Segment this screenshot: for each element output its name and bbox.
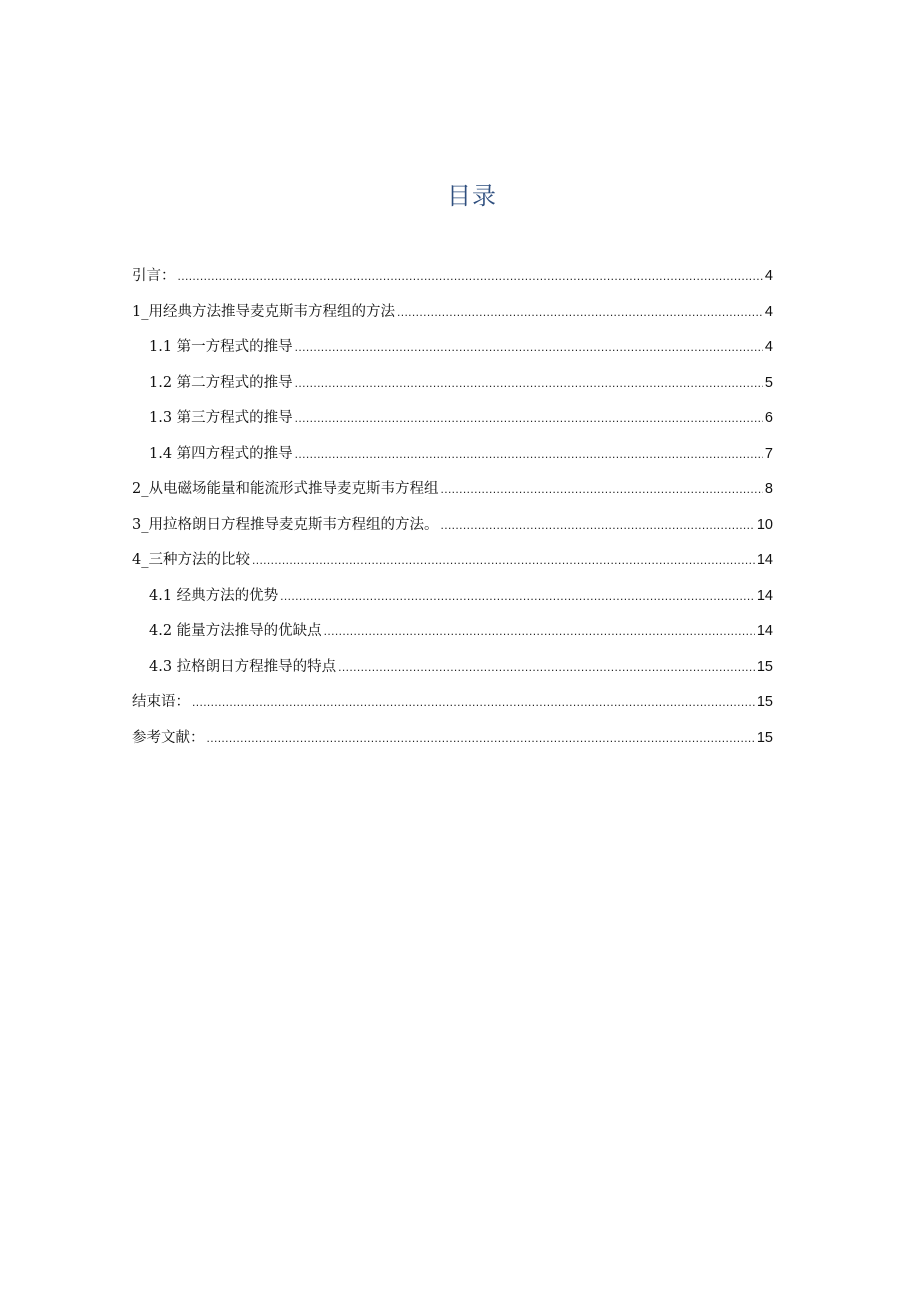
toc-entry-page: 10: [756, 516, 773, 533]
toc-entry-chapter-2[interactable]: [132, 477, 773, 513]
toc-entry-label: 1.2 第二方程式的推导: [149, 374, 293, 391]
toc-entry-section-4-1[interactable]: [132, 584, 773, 620]
toc-entry-page: 6: [764, 410, 773, 426]
toc-entry-page: 7: [764, 445, 773, 462]
toc-entry-label: 4.1 经典方法的优势: [149, 587, 279, 604]
toc-entry-intro[interactable]: [132, 264, 773, 300]
toc-entry-page: 4: [764, 339, 773, 355]
toc-entry-label: 4.2 能量方法推导的优缺点: [149, 623, 322, 639]
toc-list: [132, 264, 773, 761]
toc-entry-references[interactable]: [132, 726, 773, 762]
toc-entry-label: 4.3 拉格朗日方程推导的特点: [149, 658, 337, 675]
dot-leader: [207, 731, 755, 745]
toc-title: 目录: [447, 182, 497, 210]
dot-leader: [295, 411, 763, 425]
toc-entry-page: 15: [756, 658, 773, 675]
toc-entry-label: 结束语：: [132, 694, 190, 710]
dot-leader: [192, 695, 755, 709]
toc-entry-section-1-3[interactable]: [132, 406, 773, 442]
toc-entry-chapter-1[interactable]: [132, 300, 773, 336]
toc-entry-section-1-1[interactable]: [132, 335, 773, 371]
toc-entry-page: 15: [756, 694, 773, 710]
toc-entry-label: 2_从电磁场能量和能流形式推导麦克斯韦方程组: [132, 481, 439, 497]
dot-leader: [295, 447, 763, 461]
toc-entry-page: 14: [756, 552, 773, 568]
toc-entry-label: 1_用经典方法推导麦克斯韦方程组的方法: [132, 303, 395, 320]
toc-entry-chapter-3[interactable]: [132, 513, 773, 549]
toc-entry-section-4-2[interactable]: [132, 619, 773, 655]
toc-entry-label: 1.1 第一方程式的推导: [149, 339, 293, 355]
dot-leader: [338, 660, 755, 674]
toc-entry-label: 引言：: [132, 268, 176, 284]
toc-entry-section-4-3[interactable]: [132, 655, 773, 691]
dot-leader: [295, 376, 763, 390]
dot-leader: [440, 518, 754, 532]
toc-entry-page: 14: [756, 587, 773, 604]
toc-entry-page: 14: [756, 623, 773, 639]
toc-entry-chapter-4[interactable]: [132, 548, 773, 584]
toc-entry-section-1-2[interactable]: [132, 371, 773, 407]
toc-entry-page: 5: [764, 374, 773, 391]
toc-entry-label: 4_三种方法的比较: [132, 552, 250, 568]
dot-leader: [440, 482, 762, 496]
dot-leader: [295, 340, 763, 354]
toc-entry-label: 参考文献：: [132, 729, 205, 746]
toc-entry-page: 4: [764, 268, 773, 284]
toc-entry-page: 4: [764, 303, 773, 320]
toc-entry-section-1-4[interactable]: [132, 442, 773, 478]
toc-entry-label: 1.4 第四方程式的推导: [149, 445, 293, 462]
dot-leader: [252, 553, 755, 567]
toc-entry-label: 1.3 第三方程式的推导: [149, 410, 293, 426]
dot-leader: [324, 624, 755, 638]
dot-leader: [397, 305, 763, 319]
toc-entry-label: 3_用拉格朗日方程推导麦克斯韦方程组的方法。: [132, 516, 439, 533]
toc-entry-page: 15: [756, 729, 773, 746]
toc-entry-page: 8: [764, 481, 773, 497]
dot-leader: [178, 269, 763, 283]
dot-leader: [280, 589, 755, 603]
toc-entry-conclusion[interactable]: [132, 690, 773, 726]
